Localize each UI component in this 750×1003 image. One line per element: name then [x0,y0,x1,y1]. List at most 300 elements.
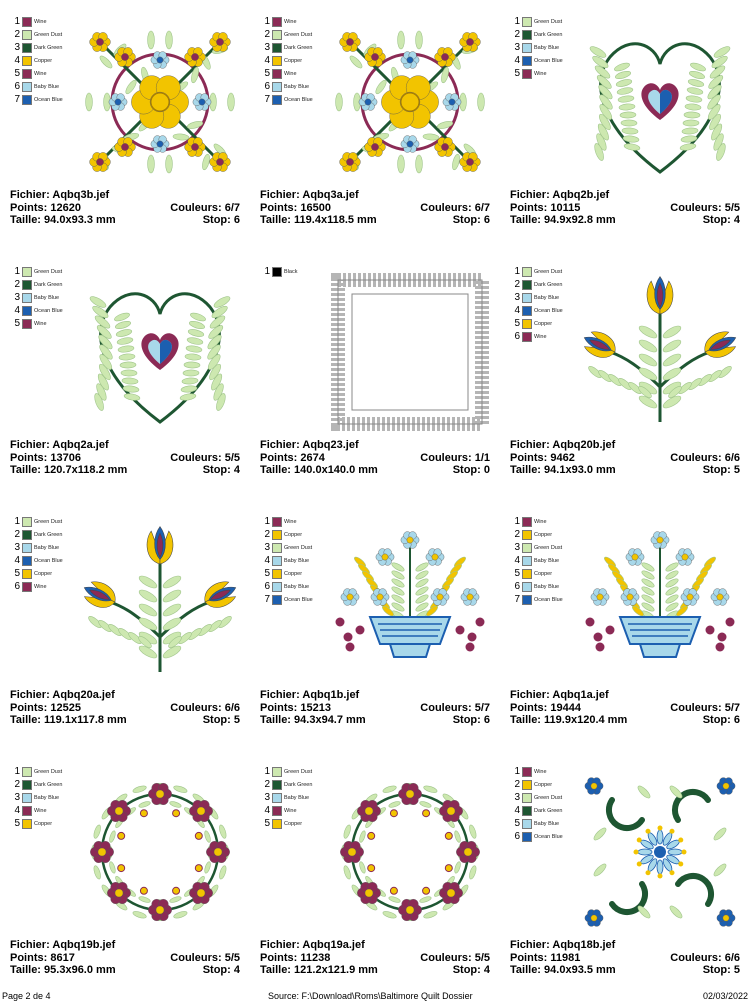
file-label: Fichier: [260,439,300,451]
thread-color-item [10,317,63,330]
points-label: Points: [510,451,548,464]
thread-name: Wine [34,807,47,814]
thread-swatch [522,43,532,53]
thread-index: 5 [14,68,20,79]
bead-shape [678,862,683,867]
thread-color-item [10,817,62,830]
thread-color-list [10,265,63,330]
berry-shape [726,618,735,627]
leaf-shape [712,826,728,842]
thread-swatch [22,17,32,27]
flower-center [654,846,666,858]
tulip-shape [700,327,740,363]
thread-swatch [272,767,282,777]
flower-center [214,848,222,856]
colors-value: 6/7 [224,201,240,214]
leaf-shape [454,861,462,874]
stop-label: Stop: [202,964,231,976]
thread-swatch [22,293,32,303]
flower-center [657,537,663,543]
size-label: Taille: [260,464,291,476]
flower-center [441,143,448,150]
flower-center [191,143,198,150]
leaf-shape [683,120,699,126]
points-label: Points: [260,451,298,464]
flower-center [346,38,353,45]
flower-center [687,594,693,600]
flower-center [115,99,121,105]
thread-index: 7 [514,594,520,605]
leaf-shape [388,800,401,808]
thread-index: 5 [264,68,270,79]
stop-value: 4 [233,464,240,476]
thread-swatch [272,569,282,579]
size-value: 94.3x94.7 mm [294,714,366,726]
thread-color-item [510,54,563,67]
leaf-shape [189,311,206,322]
thread-index: 1 [514,16,520,27]
leaf-shape [616,78,633,88]
stop-value: 4 [733,214,740,226]
thread-color-item [10,28,63,41]
points-value: 19444 [550,701,581,714]
flower-center [466,158,473,165]
bud-shape [118,865,125,872]
bud-shape [118,832,125,839]
bead-shape [670,870,675,875]
leaf-shape [619,103,635,110]
points-field [510,202,580,215]
flower-center [377,594,383,600]
thread-name: Baby Blue [534,583,560,590]
flower-center [632,554,638,560]
colors-label: Couleurs: [170,451,222,464]
thread-color-item [260,778,312,791]
thread-color-item [510,778,563,791]
leaf-shape [173,910,188,919]
stop-field [703,714,740,727]
thread-name: Baby Blue [534,44,560,51]
thread-swatch [272,530,282,540]
colors-label: Couleurs: [170,201,222,214]
leaf-shape [680,143,697,152]
berry-shape [596,643,605,652]
flower-center [597,594,603,600]
leaf-shape [685,103,701,110]
petal-shape [638,849,652,855]
leaf-shape [348,54,364,70]
thread-swatch [22,517,32,527]
size-field [260,464,378,477]
leaf-shape [688,78,705,88]
tulip-shape [80,577,120,613]
thread-name: Wine [284,807,297,814]
thread-index: 2 [264,529,270,540]
flower-center [98,848,106,856]
thread-index: 2 [514,779,520,790]
points-field [260,952,330,965]
design-card [250,500,500,745]
flower-center [723,783,729,789]
thread-color-item [260,567,313,580]
thread-color-item [510,291,563,304]
leaf-shape [343,865,352,880]
thread-index: 2 [14,779,20,790]
thread-swatch [22,267,32,277]
thread-swatch [22,43,32,53]
flower-center [347,594,353,600]
stop-label: Stop: [452,464,481,476]
thread-name: Copper [284,57,303,64]
design-info [10,439,240,477]
leaf-shape [98,54,114,70]
leaf-shape [121,370,137,376]
file-name: Aqbq2a.jef [52,439,109,451]
stop-value: 6 [733,714,740,726]
thread-swatch [272,56,282,66]
leaf-shape [138,896,151,904]
leaf-shape [661,366,682,383]
embroidery-preview [580,772,740,932]
bead-shape [682,850,687,855]
scroll-shape [678,876,711,904]
thread-color-item [260,817,312,830]
bud-shape [445,832,452,839]
colors-field [170,952,240,965]
stop-label: Stop: [202,714,231,726]
thread-index: 3 [514,542,520,553]
thread-swatch [522,767,532,777]
bud-shape [195,865,202,872]
thread-swatch [22,82,32,92]
thread-swatch [522,56,532,66]
thread-index: 1 [514,266,520,277]
leaf-shape [117,336,134,345]
thread-name: Ocean Blue [34,307,63,314]
flower-center [96,38,103,45]
file-name: Aqbq18b.jef [552,939,616,951]
thread-name: Copper [284,820,303,827]
leaf-shape [166,31,173,49]
points-value: 11238 [300,951,331,964]
thread-index: 3 [264,542,270,553]
thread-index: 4 [514,555,520,566]
stop-label: Stop: [702,464,731,476]
leaf-shape [336,93,343,111]
flower-center [216,158,223,165]
thread-name: Copper [534,570,553,577]
thread-color-item [260,541,313,554]
size-value: 121.2x121.9 mm [294,964,378,976]
thread-color-list [510,765,563,843]
thread-index: 3 [264,42,270,53]
thread-index: 2 [514,29,520,40]
leaf-shape [712,862,728,878]
file-name: Aqbq19a.jef [302,939,365,951]
points-value: 8617 [50,951,75,964]
file-label: Fichier: [260,939,300,951]
leaf-shape [478,93,485,111]
leaf-shape [423,133,439,140]
thread-index: 7 [264,594,270,605]
flower-center [466,38,473,45]
thread-swatch [22,280,32,290]
thread-index: 3 [514,42,520,53]
size-value: 119.1x117.8 mm [44,714,127,726]
file-name: Aqbq1b.jef [302,689,360,701]
thread-color-item [260,93,313,106]
bead-shape [670,829,675,834]
file-name: Aqbq3a.jef [302,189,359,201]
thread-color-item [510,554,563,567]
thread-swatch [22,530,32,540]
bead-shape [658,826,663,831]
stop-field [203,964,240,977]
flower-center [682,554,688,560]
colors-value: 6/6 [724,951,740,964]
frame-outline [352,294,468,410]
thread-color-item [10,278,63,291]
colors-label: Couleurs: [420,951,472,964]
thread-index: 3 [514,292,520,303]
thread-color-item [510,567,563,580]
thread-index: 2 [14,29,20,40]
leaf-shape [416,31,423,49]
thread-name: Green Dust [284,544,313,551]
thread-swatch [272,82,282,92]
leaf-shape [113,311,130,322]
thread-color-item [510,330,563,343]
flower-center [407,141,413,147]
file-label: Fichier: [10,439,50,451]
thread-index: 5 [514,818,520,829]
thread-swatch [522,30,532,40]
size-label: Taille: [10,964,41,976]
flower-center [371,53,378,60]
leaf-shape [116,328,133,338]
thread-name: Wine [534,518,547,525]
points-label: Points: [260,951,298,964]
leaf-shape [622,127,638,134]
leaf-shape [613,61,630,72]
file-field [260,189,359,202]
thread-color-item [260,580,313,593]
thread-color-item [260,15,313,28]
leaf-shape [382,910,397,919]
points-field [260,702,331,715]
colors-value: 5/5 [474,951,490,964]
leaf-shape [454,830,462,843]
leaf-shape [114,320,131,330]
thread-color-item [10,304,63,317]
leaf-shape [637,324,658,341]
leaf-shape [183,370,199,376]
leaf-shape [137,602,158,619]
thread-color-item [510,541,563,554]
leaf-shape [687,86,704,95]
embroidery-preview [80,522,240,682]
file-label: Fichier: [10,189,50,201]
flower-center [371,143,378,150]
flower-center [627,594,633,600]
thread-color-item [260,791,312,804]
thread-index: 4 [14,805,20,816]
source-path: Source: F:\Download\Roms\Baltimore Quilt Dossier [268,991,473,1001]
flower-center [717,594,723,600]
design-info [510,689,740,727]
leaf-shape [161,616,182,633]
leaf-shape [618,95,635,103]
thread-name: Ocean Blue [284,96,313,103]
thread-color-item [10,528,63,541]
thread-name: Baby Blue [34,83,60,90]
bead-shape [678,838,683,843]
thread-index: 5 [14,818,20,829]
bud-shape [445,865,452,872]
file-field [260,939,365,952]
file-field [10,939,115,952]
file-field [260,439,359,452]
page-footer [0,988,750,1003]
thread-color-item [510,67,563,80]
colors-label: Couleurs: [420,201,472,214]
thread-index: 6 [14,581,20,592]
thread-color-list [10,15,63,106]
thread-swatch [522,595,532,605]
stop-field [453,214,490,227]
leaf-shape [180,393,197,402]
leaf-shape [173,785,188,794]
colors-value: 5/5 [724,201,740,214]
thread-color-item [10,804,62,817]
stop-value: 4 [483,964,490,976]
thread-color-item [10,765,62,778]
thread-name: Dark Green [534,807,563,814]
thread-name: Copper [534,531,553,538]
flower-center [401,93,419,111]
thread-index: 4 [514,55,520,66]
flower-center [432,554,438,560]
thread-color-item [10,778,62,791]
colors-label: Couleurs: [670,951,722,964]
colors-field [670,202,740,215]
embroidery-preview [580,22,740,182]
thread-name: Ocean Blue [534,596,563,603]
design-info [510,189,740,227]
thread-name: Wine [284,70,297,77]
thread-color-item [10,15,63,28]
thread-index: 6 [264,581,270,592]
thread-index: 4 [264,55,270,66]
thread-color-item [10,554,63,567]
bud-shape [173,810,180,817]
leaf-shape [423,910,438,919]
thread-swatch [272,556,282,566]
thread-color-item [260,67,313,80]
size-value: 140.0x140.0 mm [294,464,378,476]
points-value: 12525 [50,701,81,714]
points-field [510,702,581,715]
points-field [260,202,331,215]
thread-swatch [272,43,282,53]
size-label: Taille: [510,964,541,976]
leaf-shape [620,112,636,119]
colors-value: 1/1 [474,451,490,464]
size-value: 94.1x93.0 mm [544,464,616,476]
file-name: Aqbq23.jef [302,439,359,451]
thread-swatch [522,556,532,566]
thread-name: Wine [34,70,47,77]
thread-color-item [260,593,313,606]
thread-index: 2 [514,279,520,290]
thread-color-item [10,54,63,67]
berry-shape [476,618,485,627]
points-value: 2674 [300,451,325,464]
thread-swatch [522,530,532,540]
embroidery-preview [330,22,490,182]
thread-name: Baby Blue [284,83,310,90]
leaf-shape [661,352,682,369]
leaf-shape [661,338,682,355]
bud-shape [423,810,430,817]
flower-center [406,790,414,798]
leaf-shape [419,800,432,808]
tulip-shape [647,277,673,314]
thread-color-item [10,567,63,580]
stop-value: 6 [483,714,490,726]
flower-center [365,99,371,105]
thread-name: Wine [284,18,297,25]
thread-index: 1 [14,16,20,27]
size-value: 120.7x118.2 mm [44,464,128,476]
leaf-shape [93,824,102,839]
leaf-shape [416,155,423,173]
leaf-shape [93,865,102,880]
thread-color-item [510,265,563,278]
leaf-shape [108,830,116,843]
thread-color-item [260,765,312,778]
bud-shape [195,832,202,839]
leaf-shape [624,143,641,152]
thread-swatch [522,69,532,79]
thread-swatch [22,56,32,66]
points-field [260,452,325,465]
leaf-shape [122,377,138,384]
design-card [500,500,750,745]
leaf-shape [621,120,637,126]
flower-center [407,57,413,63]
bud-shape [140,810,147,817]
leaf-shape [132,785,147,794]
design-info [10,189,240,227]
thread-index: 4 [514,305,520,316]
size-value: 95.3x96.0 mm [44,964,116,976]
points-field [10,702,81,715]
leaf-shape [169,800,182,808]
colors-field [670,452,740,465]
thread-name: Wine [534,70,547,77]
size-label: Taille: [260,714,291,726]
flower-center [447,807,455,815]
leaf-shape [187,336,204,345]
thread-color-item [510,317,563,330]
colors-field [170,702,240,715]
size-value: 94.0x93.3 mm [44,214,116,226]
thread-swatch [272,69,282,79]
leaf-shape [119,353,135,360]
bead-shape [634,850,639,855]
berry-shape [336,618,345,627]
